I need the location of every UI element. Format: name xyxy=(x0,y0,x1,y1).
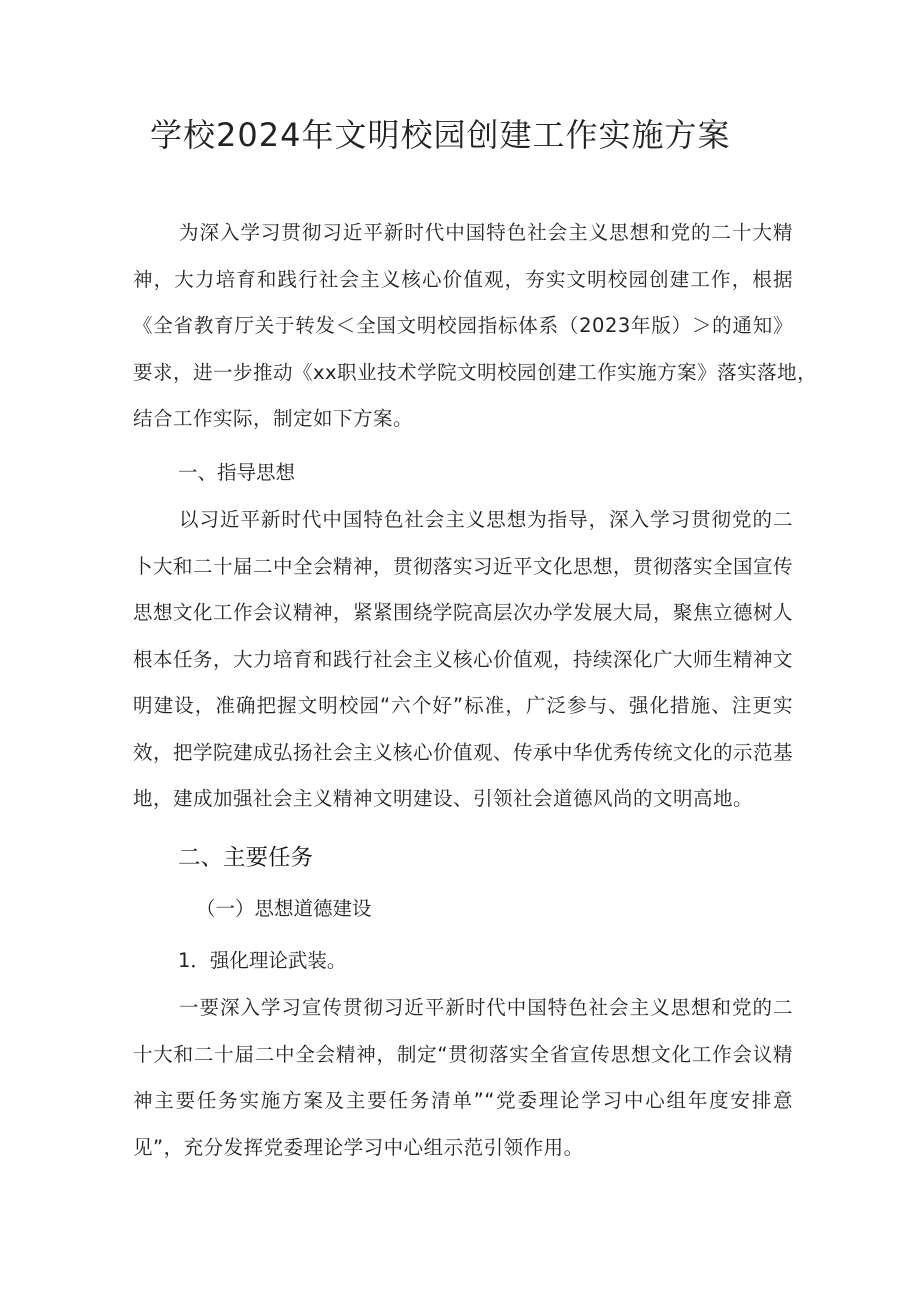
paragraph-line: 十大和二十届二中全会精神，制定“贯彻落实全省宣传思想文化工作会议精 xyxy=(133,1042,793,1066)
theory-paragraph xyxy=(133,985,793,1171)
paragraph-line: 效，把学院建成弘扬社会主义核心价值观、传承中华优秀传统文化的示范基 xyxy=(133,740,794,764)
paragraph-line: 以习近平新时代中国特色社会主义思想为指导，深入学习贯彻党的二 xyxy=(179,508,793,531)
guiding-ideology-paragraph xyxy=(133,497,793,823)
paragraph-line: 明建设，准确把握文明校园“六个好”标准，广泛参与、强化措施、注更实 xyxy=(133,694,793,717)
item-heading-theory: 1．强化理论武装。 xyxy=(178,949,347,972)
intro-line: 结合工作实际，制定如下方案。 xyxy=(133,407,414,430)
document-title: 学校2024年文明校园创建工作实施方案 xyxy=(150,116,731,154)
intro-line: 神，大力培育和践行社会主义核心价值观，夯实文明校园创建工作，根据 xyxy=(133,267,793,291)
intro-line: 为深入学习贯彻习近平新时代中国特色社会主义思想和党的二十大精 xyxy=(179,221,793,244)
paragraph-line: 地，建成加强社会主义精神文明建设、引领社会道德风尚的文明高地。 xyxy=(133,787,754,810)
section-heading-main-tasks: 二、主要任务 xyxy=(178,845,314,871)
intro-line: 《全省教育厅关于转发＜全国文明校园指标体系（2023年版）＞的通知》 xyxy=(133,314,793,337)
intro-paragraph xyxy=(133,210,818,443)
paragraph-line: 卜大和二十届二中全会精神，贯彻落实习近平文化思想，贯彻落实全国宣传 xyxy=(133,554,794,578)
section-heading-guiding-ideology: 一、指导思想 xyxy=(178,461,296,484)
subsection-heading-moral-building: （一）思想道德建设 xyxy=(196,897,372,920)
paragraph-line: 根本任务，大力培育和践行社会主义核心价值观，持续深化广大师生精神文 xyxy=(133,647,794,671)
intro-line: 要求，进一步推动《xx职业技术学院文明校园创建工作实施方案》落实落地， xyxy=(133,360,818,384)
paragraph-line: 见”，充分发挥党委理论学习中心组示范引领作用。 xyxy=(133,1135,584,1159)
paragraph-line: 思想文化工作会议精神，紧紧围绕学院高层次办学发展大局，聚焦立德树人 xyxy=(133,601,794,624)
paragraph-line: 神主要任务实施方案及主要任务清单”“党委理论学习中心组年度安排意 xyxy=(133,1089,793,1112)
paragraph-line: 一要深入学习宣传贯彻习近平新时代中国特色社会主义思想和党的二 xyxy=(179,996,793,1019)
